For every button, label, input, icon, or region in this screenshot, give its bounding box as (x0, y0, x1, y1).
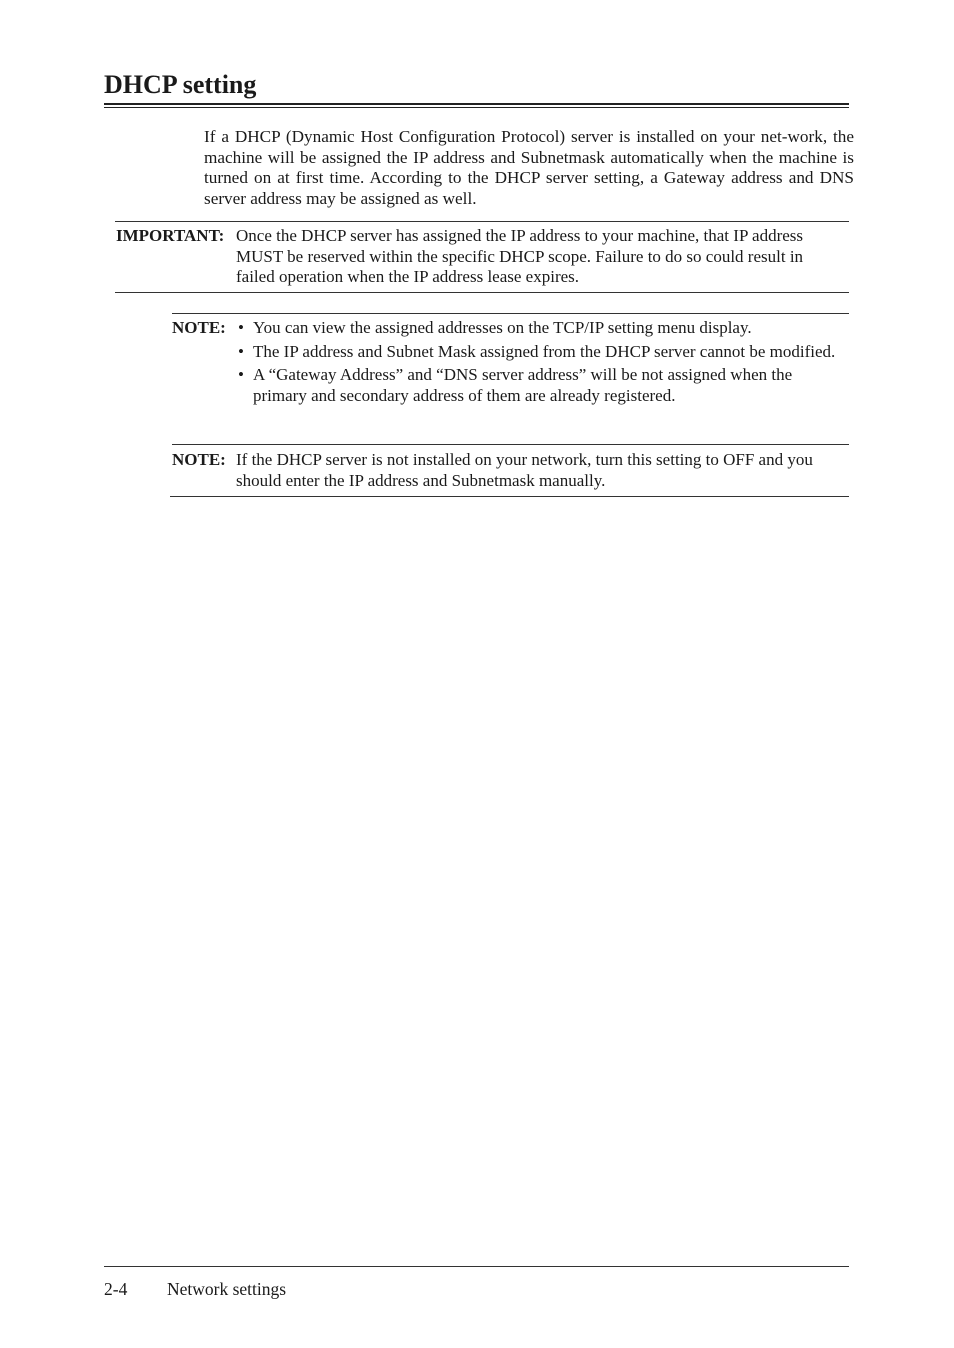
title-divider-thin (104, 107, 849, 108)
note1-top-rule (172, 313, 849, 314)
page-footer (104, 1278, 286, 1300)
list-item: • You can view the assigned addresses on the TCP/IP setting menu display. (238, 318, 848, 339)
important-text: Once the DHCP server has assigned the IP address to your machine, that IP address MUST be reserved within the specific DHCP scope. Failure to do so could result in failed operation when the IP address lease expires. (236, 226, 804, 286)
note1-list (238, 318, 848, 409)
important-label: IMPORTANT: (116, 226, 225, 245)
important-top-rule (115, 221, 849, 222)
important-bottom-rule (115, 292, 849, 293)
footer-divider (104, 1266, 849, 1267)
note2-label: NOTE: (172, 450, 226, 469)
title-divider (104, 103, 849, 105)
note2-top-rule (172, 444, 849, 445)
section-name: Network settings (167, 1279, 287, 1299)
page-title: DHCP setting (104, 70, 257, 99)
intro-paragraph: If a DHCP (Dynamic Host Configuration Protocol) server is installed on your net-work, the machine will be assigned the IP address and Subnetmask automatically when the machine is turned on at first time. According to the DHCP server setting, a Gateway address and DNS server address may be assigned as well. (204, 127, 854, 208)
note1-label: NOTE: (172, 318, 226, 337)
page-number: 2-4 (104, 1279, 128, 1299)
note2-bottom-rule (170, 496, 849, 497)
note2-text: If the DHCP server is not installed on your network, turn this setting to OFF and you should enter the IP address and Subnetmask manually. (236, 450, 813, 490)
list-item: • The IP address and Subnet Mask assigned from the DHCP server cannot be modified. (238, 342, 848, 363)
list-item: • A “Gateway Address” and “DNS server address” will be not assigned when the primary and secondary address of them are already registered. (238, 365, 848, 406)
